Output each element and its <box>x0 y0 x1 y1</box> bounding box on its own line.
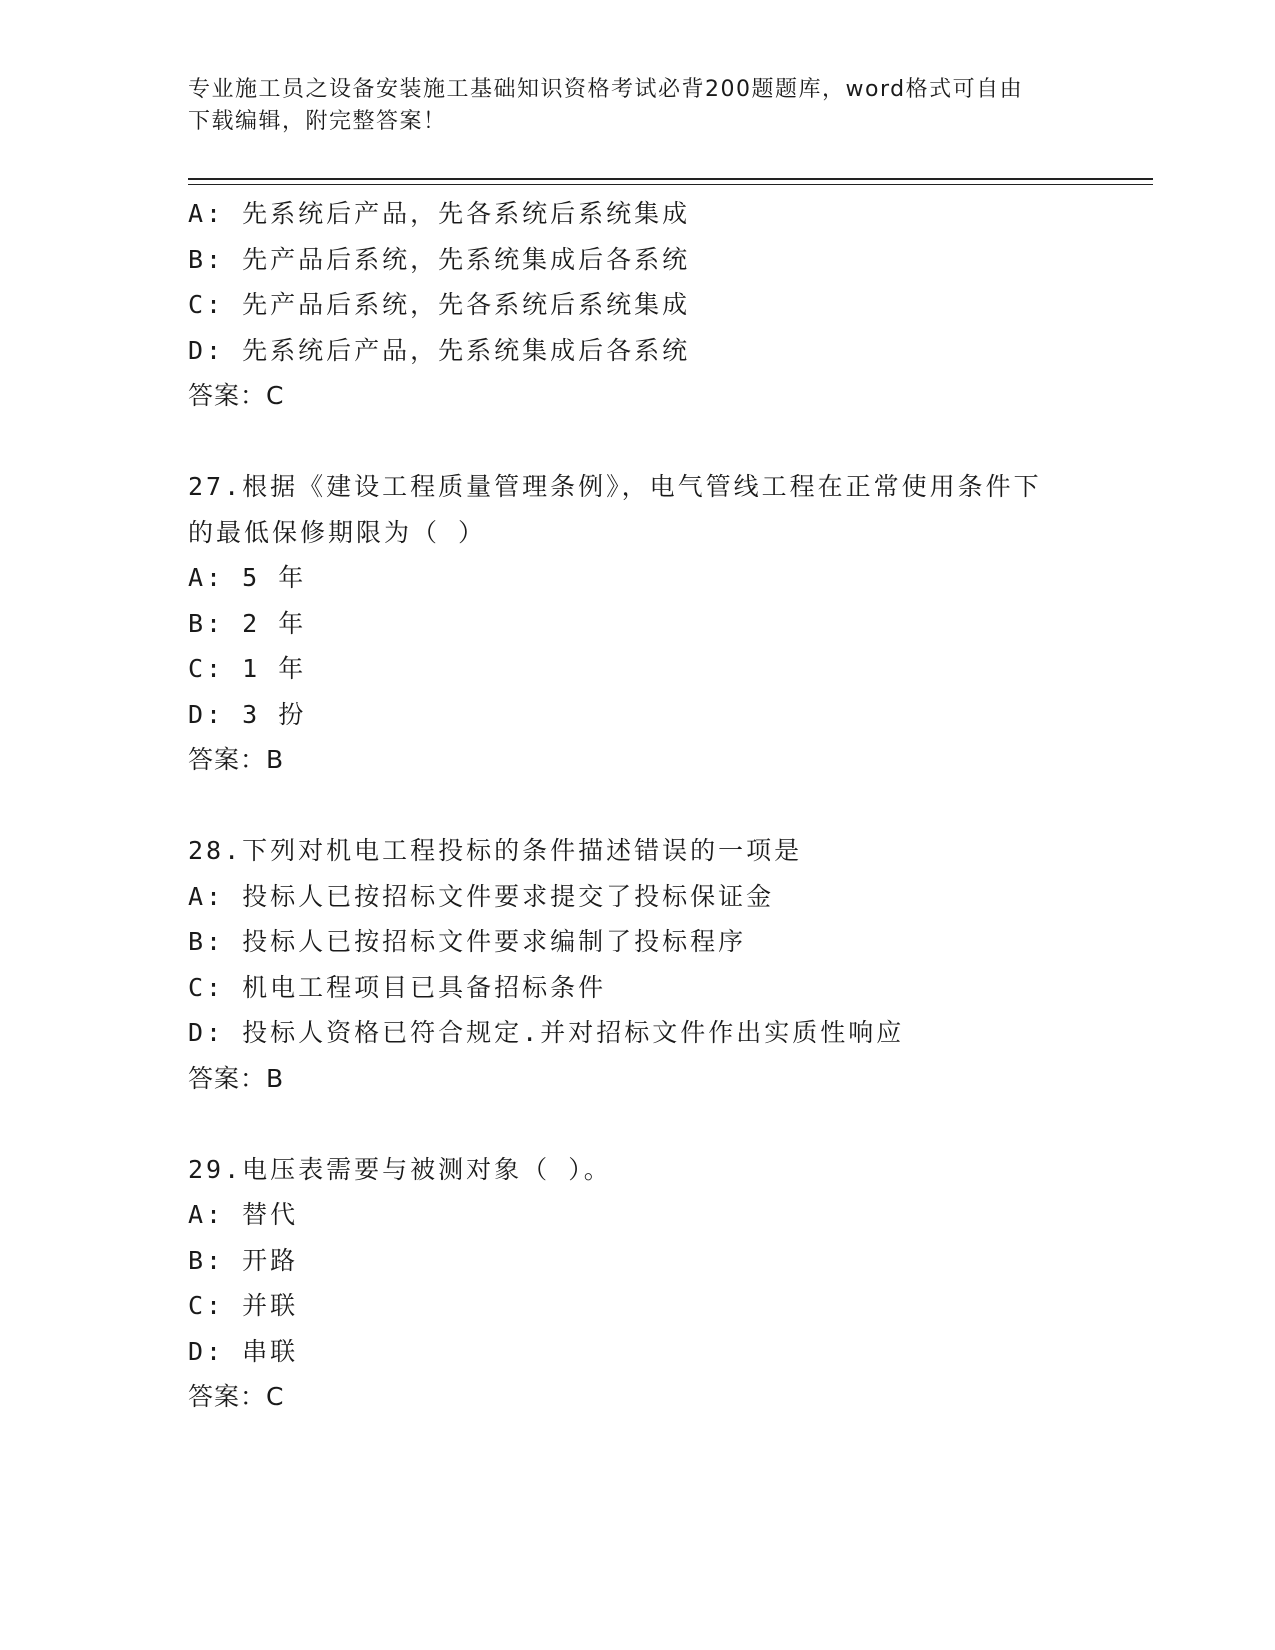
header-line-2: 下载编辑，附完整答案！ <box>188 109 447 134</box>
option-d: D: 串联 <box>188 1336 299 1366</box>
answer: 答案：B <box>188 745 285 774</box>
header-rule-thick <box>188 178 1153 180</box>
question-list <box>188 191 1128 1420</box>
question-stem: 28.下列对机电工程投标的条件描述错误的一项是 <box>188 836 803 865</box>
option-b: B: 投标人已按招标文件要求编制了投标程序 <box>188 927 747 956</box>
answer: 答案：C <box>188 1382 285 1411</box>
header-rule-thin <box>188 184 1153 185</box>
option-b: B: 先产品后系统，先系统集成后各系统 <box>188 244 691 274</box>
spacer <box>188 1101 1128 1147</box>
option-a: A: 先系统后产品，先各系统后系统集成 <box>188 199 691 228</box>
question-26 <box>188 191 1128 419</box>
option-d: D: 先系统后产品，先系统集成后各系统 <box>188 335 691 365</box>
header-line-1: 专业施工员之设备安装施工基础知识资格考试必背200题题库，word格式可自由 <box>188 77 1024 102</box>
option-b: B: 2 年 <box>188 608 307 638</box>
option-a: A: 5 年 <box>188 563 307 592</box>
option-a: A: 投标人已按招标文件要求提交了投标保证金 <box>188 881 775 911</box>
document-header <box>188 74 1068 138</box>
option-b: B: 开路 <box>188 1245 299 1275</box>
spacer <box>188 419 1128 465</box>
option-a: A: 替代 <box>188 1200 299 1229</box>
question-stem: 29.电压表需要与被测对象（ ）。 <box>188 1154 612 1184</box>
question-stem-continued: 的最低保修期限为（ ） <box>188 517 487 547</box>
option-d: D: 投标人资格已符合规定.并对招标文件作出实质性响应 <box>188 1018 905 1047</box>
answer: 答案：B <box>188 1063 285 1093</box>
option-d: D: 3 扮 <box>188 699 307 729</box>
question-27 <box>188 464 1128 783</box>
answer: 答案：C <box>188 381 285 410</box>
option-c: C: 1 年 <box>188 654 307 683</box>
question-28 <box>188 828 1128 1101</box>
option-c: C: 机电工程项目已具备招标条件 <box>188 972 607 1002</box>
option-c: C: 并联 <box>188 1291 299 1320</box>
question-29 <box>188 1147 1128 1420</box>
question-stem: 27.根据《建设工程质量管理条例》，电气管线工程在正常使用条件下 <box>188 472 1042 501</box>
spacer <box>188 783 1128 829</box>
option-c: C: 先产品后系统，先各系统后系统集成 <box>188 290 691 319</box>
